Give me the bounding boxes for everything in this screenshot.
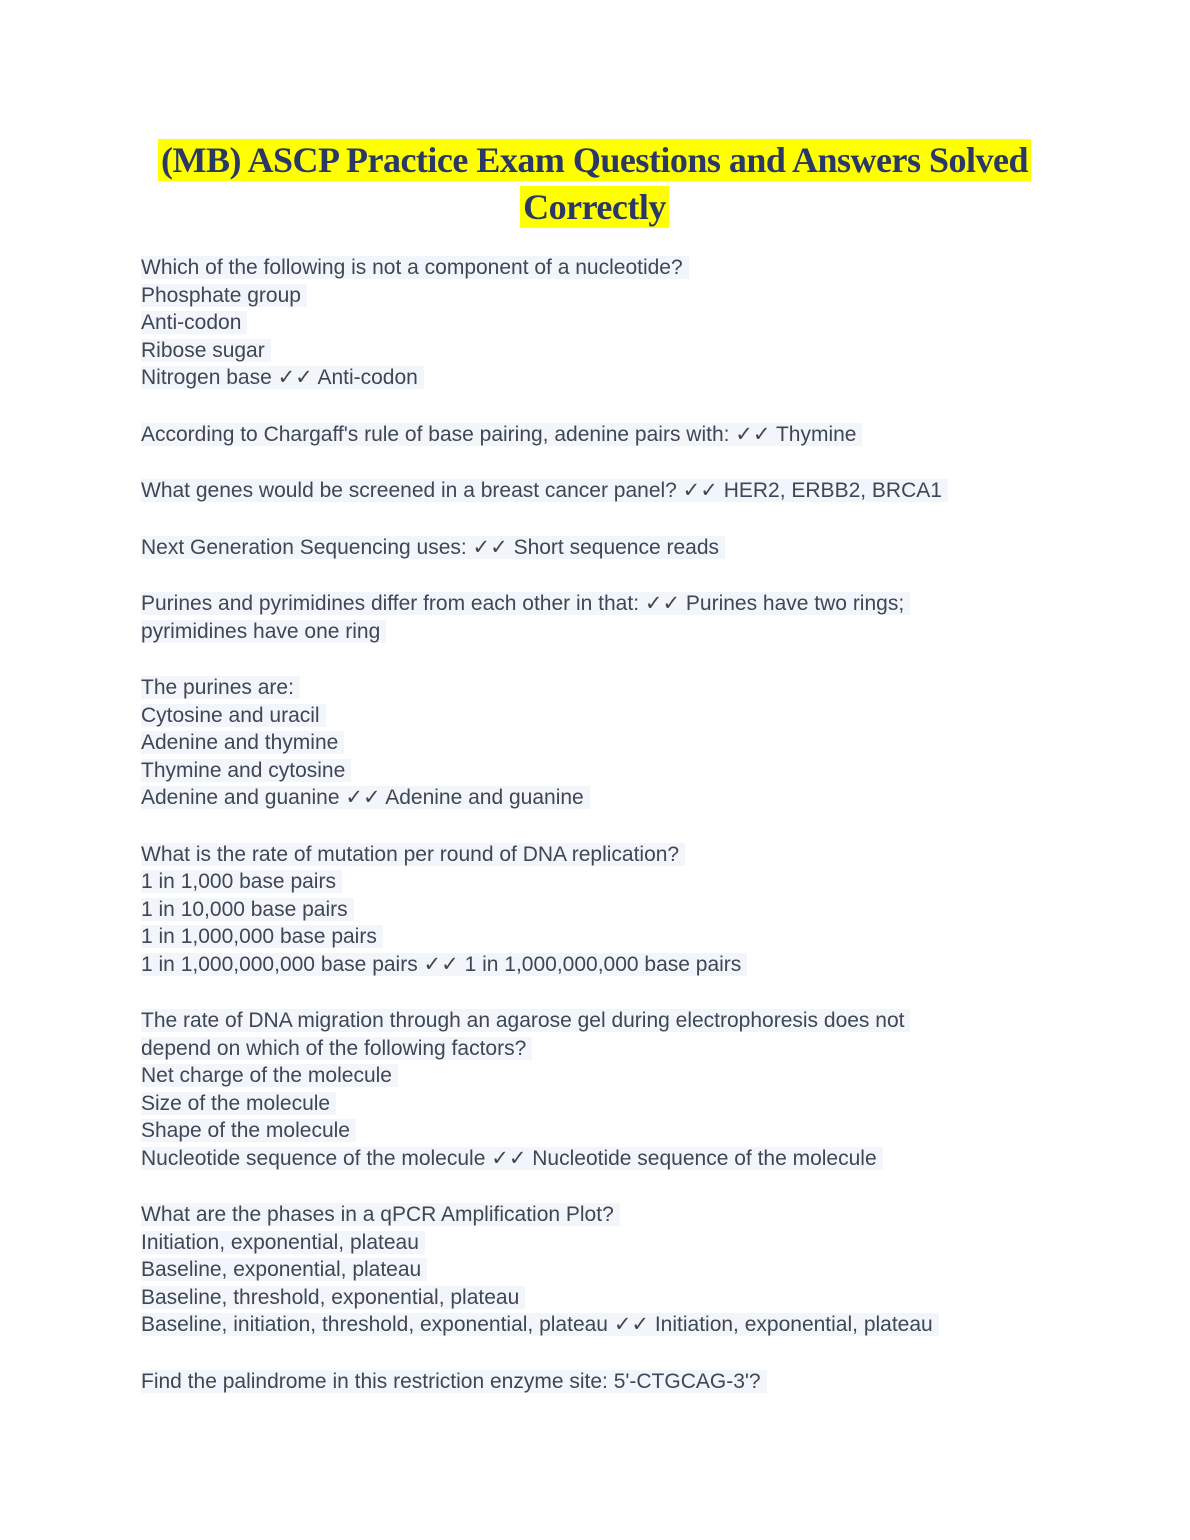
page-title-highlight-1: (MB) ASCP Practice Exam Questions and Answers Solved	[158, 139, 1031, 181]
highlighted-text: depend on which of the following factors?	[141, 1037, 532, 1060]
highlighted-text: Baseline, initiation, threshold, exponential, plateau ✓✓ Initiation, exponential, plateau	[141, 1313, 939, 1336]
text-line	[141, 896, 1048, 924]
highlighted-text: Purines and pyrimidines differ from each other in that: ✓✓ Purines have two rings;	[141, 592, 910, 615]
qa-block	[141, 590, 1048, 645]
qa-block	[141, 841, 1048, 979]
highlighted-text: 1 in 1,000,000 base pairs	[141, 925, 383, 948]
highlighted-text: Shape of the molecule	[141, 1119, 356, 1142]
qa-block	[141, 534, 1048, 562]
highlighted-text: Anti-codon	[141, 311, 247, 334]
qa-block	[141, 254, 1048, 392]
highlighted-text: Next Generation Sequencing uses: ✓✓ Short sequence reads	[141, 536, 725, 559]
highlighted-text: 1 in 10,000 base pairs	[141, 898, 354, 921]
page-title	[141, 137, 1048, 231]
text-line	[141, 1145, 1048, 1173]
qa-block	[141, 674, 1048, 812]
text-line	[141, 1284, 1048, 1312]
highlighted-text: Thymine and cytosine	[141, 759, 351, 782]
text-line	[141, 1368, 1048, 1396]
text-line	[141, 1256, 1048, 1284]
highlighted-text: Nitrogen base ✓✓ Anti-codon	[141, 366, 424, 389]
highlighted-text: Phosphate group	[141, 284, 307, 307]
qa-block	[141, 1201, 1048, 1339]
text-line	[141, 1007, 1048, 1035]
highlighted-text: Adenine and guanine ✓✓ Adenine and guanine	[141, 786, 590, 809]
highlighted-text: Nucleotide sequence of the molecule ✓✓ Nucleotide sequence of the molecule	[141, 1147, 883, 1170]
text-line	[141, 309, 1048, 337]
highlighted-text: 1 in 1,000,000,000 base pairs ✓✓ 1 in 1,000,000,000 base pairs	[141, 953, 747, 976]
text-line	[141, 590, 1048, 618]
text-line	[141, 757, 1048, 785]
document-content	[141, 137, 1048, 1424]
highlighted-text: 1 in 1,000 base pairs	[141, 870, 342, 893]
text-line	[141, 254, 1048, 282]
text-line	[141, 421, 1048, 449]
highlighted-text: Which of the following is not a component of a nucleotide?	[141, 256, 689, 279]
highlighted-text: What is the rate of mutation per round of DNA replication?	[141, 843, 685, 866]
text-line	[141, 868, 1048, 896]
text-line	[141, 841, 1048, 869]
text-line	[141, 923, 1048, 951]
text-line	[141, 1229, 1048, 1257]
qa-block	[141, 421, 1048, 449]
page-title-line-2	[141, 184, 1048, 231]
text-line	[141, 364, 1048, 392]
page-title-line-1	[141, 137, 1048, 184]
highlighted-text: Baseline, threshold, exponential, plateau	[141, 1286, 525, 1309]
highlighted-text: According to Chargaff's rule of base pairing, adenine pairs with: ✓✓ Thymine	[141, 423, 862, 446]
highlighted-text: Initiation, exponential, plateau	[141, 1231, 425, 1254]
highlighted-text: The rate of DNA migration through an agarose gel during electrophoresis does not	[141, 1009, 910, 1032]
highlighted-text: Size of the molecule	[141, 1092, 336, 1115]
text-line	[141, 282, 1048, 310]
text-line	[141, 618, 1048, 646]
highlighted-text: Net charge of the molecule	[141, 1064, 398, 1087]
highlighted-text: Cytosine and uracil	[141, 704, 326, 727]
highlighted-text: Baseline, exponential, plateau	[141, 1258, 427, 1281]
highlighted-text: What are the phases in a qPCR Amplification Plot?	[141, 1203, 620, 1226]
text-line	[141, 951, 1048, 979]
qa-block	[141, 477, 1048, 505]
highlighted-text: The purines are:	[141, 676, 300, 699]
qa-block	[141, 1007, 1048, 1172]
text-line	[141, 702, 1048, 730]
text-line	[141, 337, 1048, 365]
text-line	[141, 729, 1048, 757]
text-line	[141, 1201, 1048, 1229]
highlighted-text: Ribose sugar	[141, 339, 271, 362]
highlighted-text: pyrimidines have one ring	[141, 620, 386, 643]
text-line	[141, 674, 1048, 702]
document-body	[141, 254, 1048, 1395]
text-line	[141, 534, 1048, 562]
text-line	[141, 1311, 1048, 1339]
text-line	[141, 1035, 1048, 1063]
text-line	[141, 784, 1048, 812]
text-line	[141, 1062, 1048, 1090]
highlighted-text: Adenine and thymine	[141, 731, 344, 754]
text-line	[141, 477, 1048, 505]
highlighted-text: Find the palindrome in this restriction enzyme site: 5'-CTGCAG-3'?	[141, 1370, 767, 1393]
page-title-highlight-2: Correctly	[520, 186, 669, 228]
highlighted-text: What genes would be screened in a breast cancer panel? ✓✓ HER2, ERBB2, BRCA1	[141, 479, 948, 502]
qa-block	[141, 1368, 1048, 1396]
text-line	[141, 1117, 1048, 1145]
text-line	[141, 1090, 1048, 1118]
